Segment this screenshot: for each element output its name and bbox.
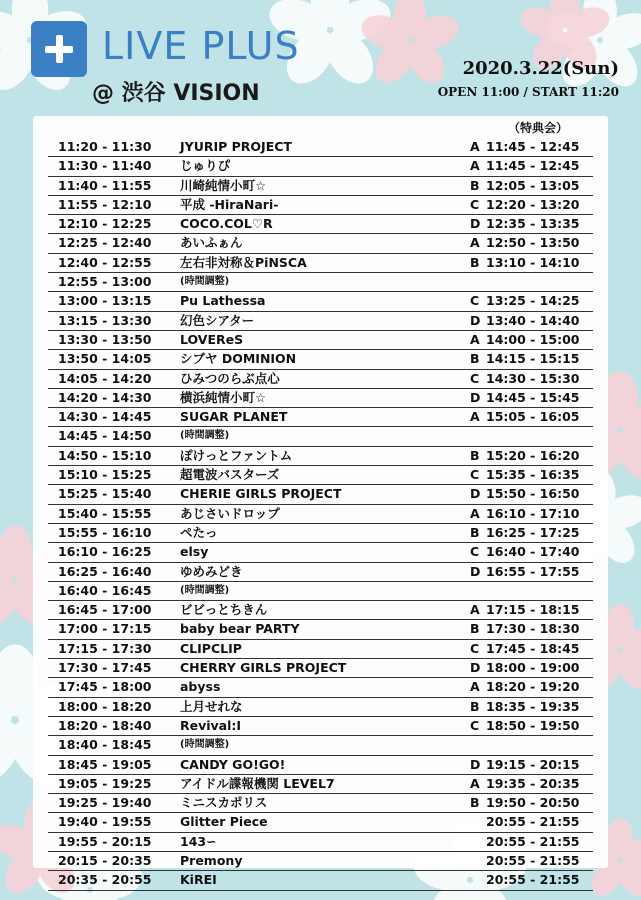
- schedule-row: [48, 601, 593, 620]
- open-start-times: OPEN 11:00 / START 11:20: [437, 85, 619, 99]
- schedule-row: [48, 852, 593, 871]
- bonus-time: 16:40 - 17:40: [486, 544, 580, 560]
- time-slot: 16:45 - 17:00: [58, 602, 152, 618]
- time-slot: 14:45 - 14:50: [58, 428, 152, 444]
- schedule-row: [48, 273, 593, 292]
- performer-name: JYURIP PROJECT: [180, 139, 292, 154]
- stage-label: D: [470, 486, 481, 502]
- bonus-time: 14:00 - 15:00: [486, 331, 580, 347]
- bonus-time: 16:55 - 17:55: [486, 563, 580, 579]
- performer-name: 川崎純情小町☆: [180, 177, 267, 193]
- time-slot: 11:30 - 11:40: [58, 158, 152, 174]
- schedule-row: [48, 736, 593, 755]
- schedule-row: [48, 543, 593, 562]
- time-slot: 11:20 - 11:30: [58, 139, 152, 154]
- schedule-row: [48, 813, 593, 832]
- time-slot: 17:30 - 17:45: [58, 660, 152, 676]
- bonus-time: 18:00 - 19:00: [486, 660, 580, 676]
- performer-name: (時間調整): [180, 584, 230, 596]
- schedule-row: [48, 215, 593, 234]
- schedule-row: [48, 370, 593, 389]
- schedule-row: [48, 775, 593, 794]
- time-slot: 13:30 - 13:50: [58, 331, 152, 347]
- bonus-time: 20:55 - 21:55: [486, 852, 580, 868]
- stage-label: A: [470, 775, 480, 791]
- stage-label: A: [470, 139, 480, 154]
- time-slot: 12:40 - 12:55: [58, 254, 152, 270]
- time-slot: 13:50 - 14:05: [58, 351, 152, 367]
- time-slot: 16:25 - 16:40: [58, 563, 152, 579]
- schedule-row: [48, 620, 593, 639]
- schedule-row: [48, 524, 593, 543]
- performer-name: baby bear PARTY: [180, 621, 300, 637]
- time-slot: 18:40 - 18:45: [58, 737, 152, 753]
- performer-name: 幻色シアター: [180, 312, 255, 328]
- performer-name: CANDY GO!GO!: [180, 756, 286, 772]
- performer-name: 横浜純情小町☆: [180, 389, 267, 405]
- logo-text: LIVE PLUS: [102, 24, 300, 68]
- schedule-row: [48, 794, 593, 813]
- time-slot: 19:25 - 19:40: [58, 795, 152, 811]
- schedule-row: [48, 408, 593, 427]
- time-slot: 19:55 - 20:15: [58, 833, 152, 849]
- schedule-row: [48, 640, 593, 659]
- bonus-time: 19:50 - 20:50: [486, 795, 580, 811]
- stage-label: D: [470, 312, 481, 328]
- stage-label: A: [470, 409, 480, 425]
- stage-label: C: [470, 370, 480, 386]
- stage-label: C: [470, 467, 480, 483]
- stage-label: C: [470, 293, 480, 309]
- schedule-row: [48, 659, 593, 678]
- performer-name: (時間調整): [180, 276, 230, 288]
- stage-label: B: [470, 795, 480, 811]
- performer-name: Revival:I: [180, 717, 242, 733]
- performer-name: 超電波バスターズ: [180, 467, 280, 483]
- stage-label: C: [470, 640, 480, 656]
- schedule-row: [48, 312, 593, 331]
- venue-name: @ 渋谷 VISION: [92, 81, 260, 106]
- bonus-time: 12:50 - 13:50: [486, 235, 580, 251]
- time-slot: 20:35 - 20:55: [58, 872, 152, 888]
- performer-name: ビビっとちきん: [180, 602, 268, 618]
- bonus-time: 20:55 - 21:55: [486, 833, 580, 849]
- performer-name: 平成 -HiraNari-: [180, 196, 279, 212]
- bonus-time: 18:20 - 19:20: [486, 679, 580, 695]
- bonus-time: 11:45 - 12:45: [486, 158, 580, 174]
- stage-label: D: [470, 660, 481, 676]
- bonus-time: 15:20 - 16:20: [486, 447, 580, 463]
- bonus-time: 13:40 - 14:40: [486, 312, 580, 328]
- schedule-row: [48, 292, 593, 311]
- time-slot: 14:05 - 14:20: [58, 370, 152, 386]
- stage-label: B: [470, 447, 480, 463]
- bonus-time: 15:35 - 16:35: [486, 467, 580, 483]
- stage-label: B: [470, 351, 480, 367]
- bonus-time: 18:50 - 19:50: [486, 717, 580, 733]
- time-slot: 17:45 - 18:00: [58, 679, 152, 695]
- time-slot: 12:25 - 12:40: [58, 235, 152, 251]
- performer-name: (時間調整): [180, 739, 230, 751]
- time-slot: 15:25 - 15:40: [58, 486, 152, 502]
- bonus-time: 15:50 - 16:50: [486, 486, 580, 502]
- stage-label: D: [470, 563, 481, 579]
- bonus-time: 12:35 - 13:35: [486, 216, 580, 232]
- time-slot: 16:40 - 16:45: [58, 582, 152, 598]
- schedule-row: [48, 331, 593, 350]
- stage-label: B: [470, 524, 480, 540]
- performer-name: Pu Lathessa: [180, 293, 266, 309]
- performer-name: CHERIE GIRLS PROJECT: [180, 486, 342, 502]
- event-date: 2020.3.22(Sun): [462, 58, 619, 79]
- performer-name: LOVEReS: [180, 331, 244, 347]
- bonus-time: 16:25 - 17:25: [486, 524, 580, 540]
- time-slot: 18:00 - 18:20: [58, 698, 152, 714]
- schedule-row: [48, 717, 593, 736]
- bonus-time: 18:35 - 19:35: [486, 698, 580, 714]
- performer-name: elsy: [180, 544, 209, 560]
- schedule-row: [48, 563, 593, 582]
- performer-name: Glitter Piece: [180, 814, 268, 830]
- stage-label: B: [470, 698, 480, 714]
- time-slot: 17:00 - 17:15: [58, 621, 152, 637]
- performer-name: ゆめみどき: [180, 563, 243, 579]
- stage-label: A: [470, 331, 480, 347]
- bonus-time: 14:15 - 15:15: [486, 351, 580, 367]
- performer-name: ぽけっとファントム: [180, 447, 293, 463]
- performer-name: あいふぁん: [180, 235, 243, 251]
- time-slot: 16:10 - 16:25: [58, 544, 152, 560]
- performer-name: あじさいドロップ: [180, 505, 280, 521]
- schedule-row: [48, 756, 593, 775]
- performer-name: 上月せれな: [180, 698, 243, 714]
- time-slot: 13:00 - 13:15: [58, 293, 152, 309]
- schedule-row: [48, 234, 593, 253]
- stage-label: A: [470, 679, 480, 695]
- stage-label: C: [470, 196, 480, 212]
- schedule-table: [48, 138, 593, 891]
- time-slot: 19:40 - 19:55: [58, 814, 152, 830]
- schedule-row: [48, 177, 593, 196]
- stage-label: B: [470, 621, 480, 637]
- stage-label: A: [470, 505, 480, 521]
- bonus-time: 17:30 - 18:30: [486, 621, 580, 637]
- schedule-row: [48, 196, 593, 215]
- performer-name: abyss: [180, 679, 221, 695]
- time-slot: 11:55 - 12:10: [58, 196, 152, 212]
- performer-name: じゅりぴ: [180, 158, 231, 174]
- time-slot: 18:45 - 19:05: [58, 756, 152, 772]
- bonus-time: 13:25 - 14:25: [486, 293, 580, 309]
- time-slot: 12:55 - 13:00: [58, 274, 152, 290]
- stage-label: A: [470, 235, 480, 251]
- time-slot: 12:10 - 12:25: [58, 216, 152, 232]
- time-slot: 14:50 - 15:10: [58, 447, 152, 463]
- schedule-row: [48, 447, 593, 466]
- bonus-header: （特典会）: [508, 121, 569, 135]
- stage-label: C: [470, 717, 480, 733]
- bonus-time: 20:55 - 21:55: [486, 814, 580, 830]
- bonus-time: 17:15 - 18:15: [486, 602, 580, 618]
- time-slot: 18:20 - 18:40: [58, 717, 152, 733]
- stage-label: A: [470, 158, 480, 174]
- schedule-row: [48, 157, 593, 176]
- schedule-row: [48, 833, 593, 852]
- schedule-row: [48, 350, 593, 369]
- time-slot: 14:20 - 14:30: [58, 389, 152, 405]
- schedule-row: [48, 389, 593, 408]
- time-slot: 19:05 - 19:25: [58, 775, 152, 791]
- schedule-row: [48, 485, 593, 504]
- bonus-time: 14:45 - 15:45: [486, 389, 580, 405]
- time-slot: 13:15 - 13:30: [58, 312, 152, 328]
- performer-name: Premony: [180, 852, 243, 868]
- time-slot: 14:30 - 14:45: [58, 409, 152, 425]
- stage-label: D: [470, 389, 481, 405]
- time-slot: 11:40 - 11:55: [58, 177, 152, 193]
- schedule-row: [48, 871, 593, 890]
- time-slot: 15:10 - 15:25: [58, 467, 152, 483]
- performer-name: 143∽: [180, 833, 217, 849]
- stage-label: B: [470, 177, 480, 193]
- schedule-row: [48, 505, 593, 524]
- performer-name: CLIPCLIP: [180, 640, 242, 656]
- performer-name: ひみつのらぶ点心: [180, 370, 280, 386]
- bonus-time: 12:20 - 13:20: [486, 196, 580, 212]
- schedule-row: [48, 254, 593, 273]
- schedule-row: [48, 582, 593, 601]
- time-slot: 15:40 - 15:55: [58, 505, 152, 521]
- bonus-time: 12:05 - 13:05: [486, 177, 580, 193]
- schedule-row: [48, 138, 593, 157]
- bonus-time: 14:30 - 15:30: [486, 370, 580, 386]
- schedule-row: [48, 698, 593, 717]
- bonus-time: 16:10 - 17:10: [486, 505, 580, 521]
- performer-name: SUGAR PLANET: [180, 409, 288, 425]
- bonus-time: 15:05 - 16:05: [486, 409, 580, 425]
- stage-label: A: [470, 602, 480, 618]
- performer-name: 左右非対称＆PiNSCA: [180, 254, 307, 270]
- performer-name: ぺたっ: [180, 524, 218, 540]
- stage-label: B: [470, 254, 480, 270]
- stage-label: C: [470, 544, 480, 560]
- time-slot: 20:15 - 20:35: [58, 852, 152, 868]
- bonus-time: 13:10 - 14:10: [486, 254, 580, 270]
- performer-name: (時間調整): [180, 430, 230, 442]
- performer-name: CHERRY GIRLS PROJECT: [180, 660, 347, 676]
- time-slot: 17:15 - 17:30: [58, 640, 152, 656]
- bonus-time: 17:45 - 18:45: [486, 640, 580, 656]
- bonus-time: 19:15 - 20:15: [486, 756, 580, 772]
- performer-name: COCO.COL♡R: [180, 216, 273, 232]
- schedule-row: [48, 427, 593, 446]
- performer-name: ミニスカポリス: [180, 795, 268, 811]
- stage-label: D: [470, 756, 481, 772]
- time-slot: 15:55 - 16:10: [58, 524, 152, 540]
- schedule-row: [48, 678, 593, 697]
- performer-name: アイドル諜報機関 LEVEL7: [180, 775, 335, 791]
- bonus-time: 19:35 - 20:35: [486, 775, 580, 791]
- performer-name: シブヤ DOMINION: [180, 351, 297, 367]
- bonus-time: 20:55 - 21:55: [486, 872, 580, 888]
- schedule-row: [48, 466, 593, 485]
- bonus-time: 11:45 - 12:45: [486, 139, 580, 154]
- performer-name: KiREI: [180, 872, 217, 888]
- stage-label: D: [470, 216, 481, 232]
- plus-icon: [31, 21, 87, 77]
